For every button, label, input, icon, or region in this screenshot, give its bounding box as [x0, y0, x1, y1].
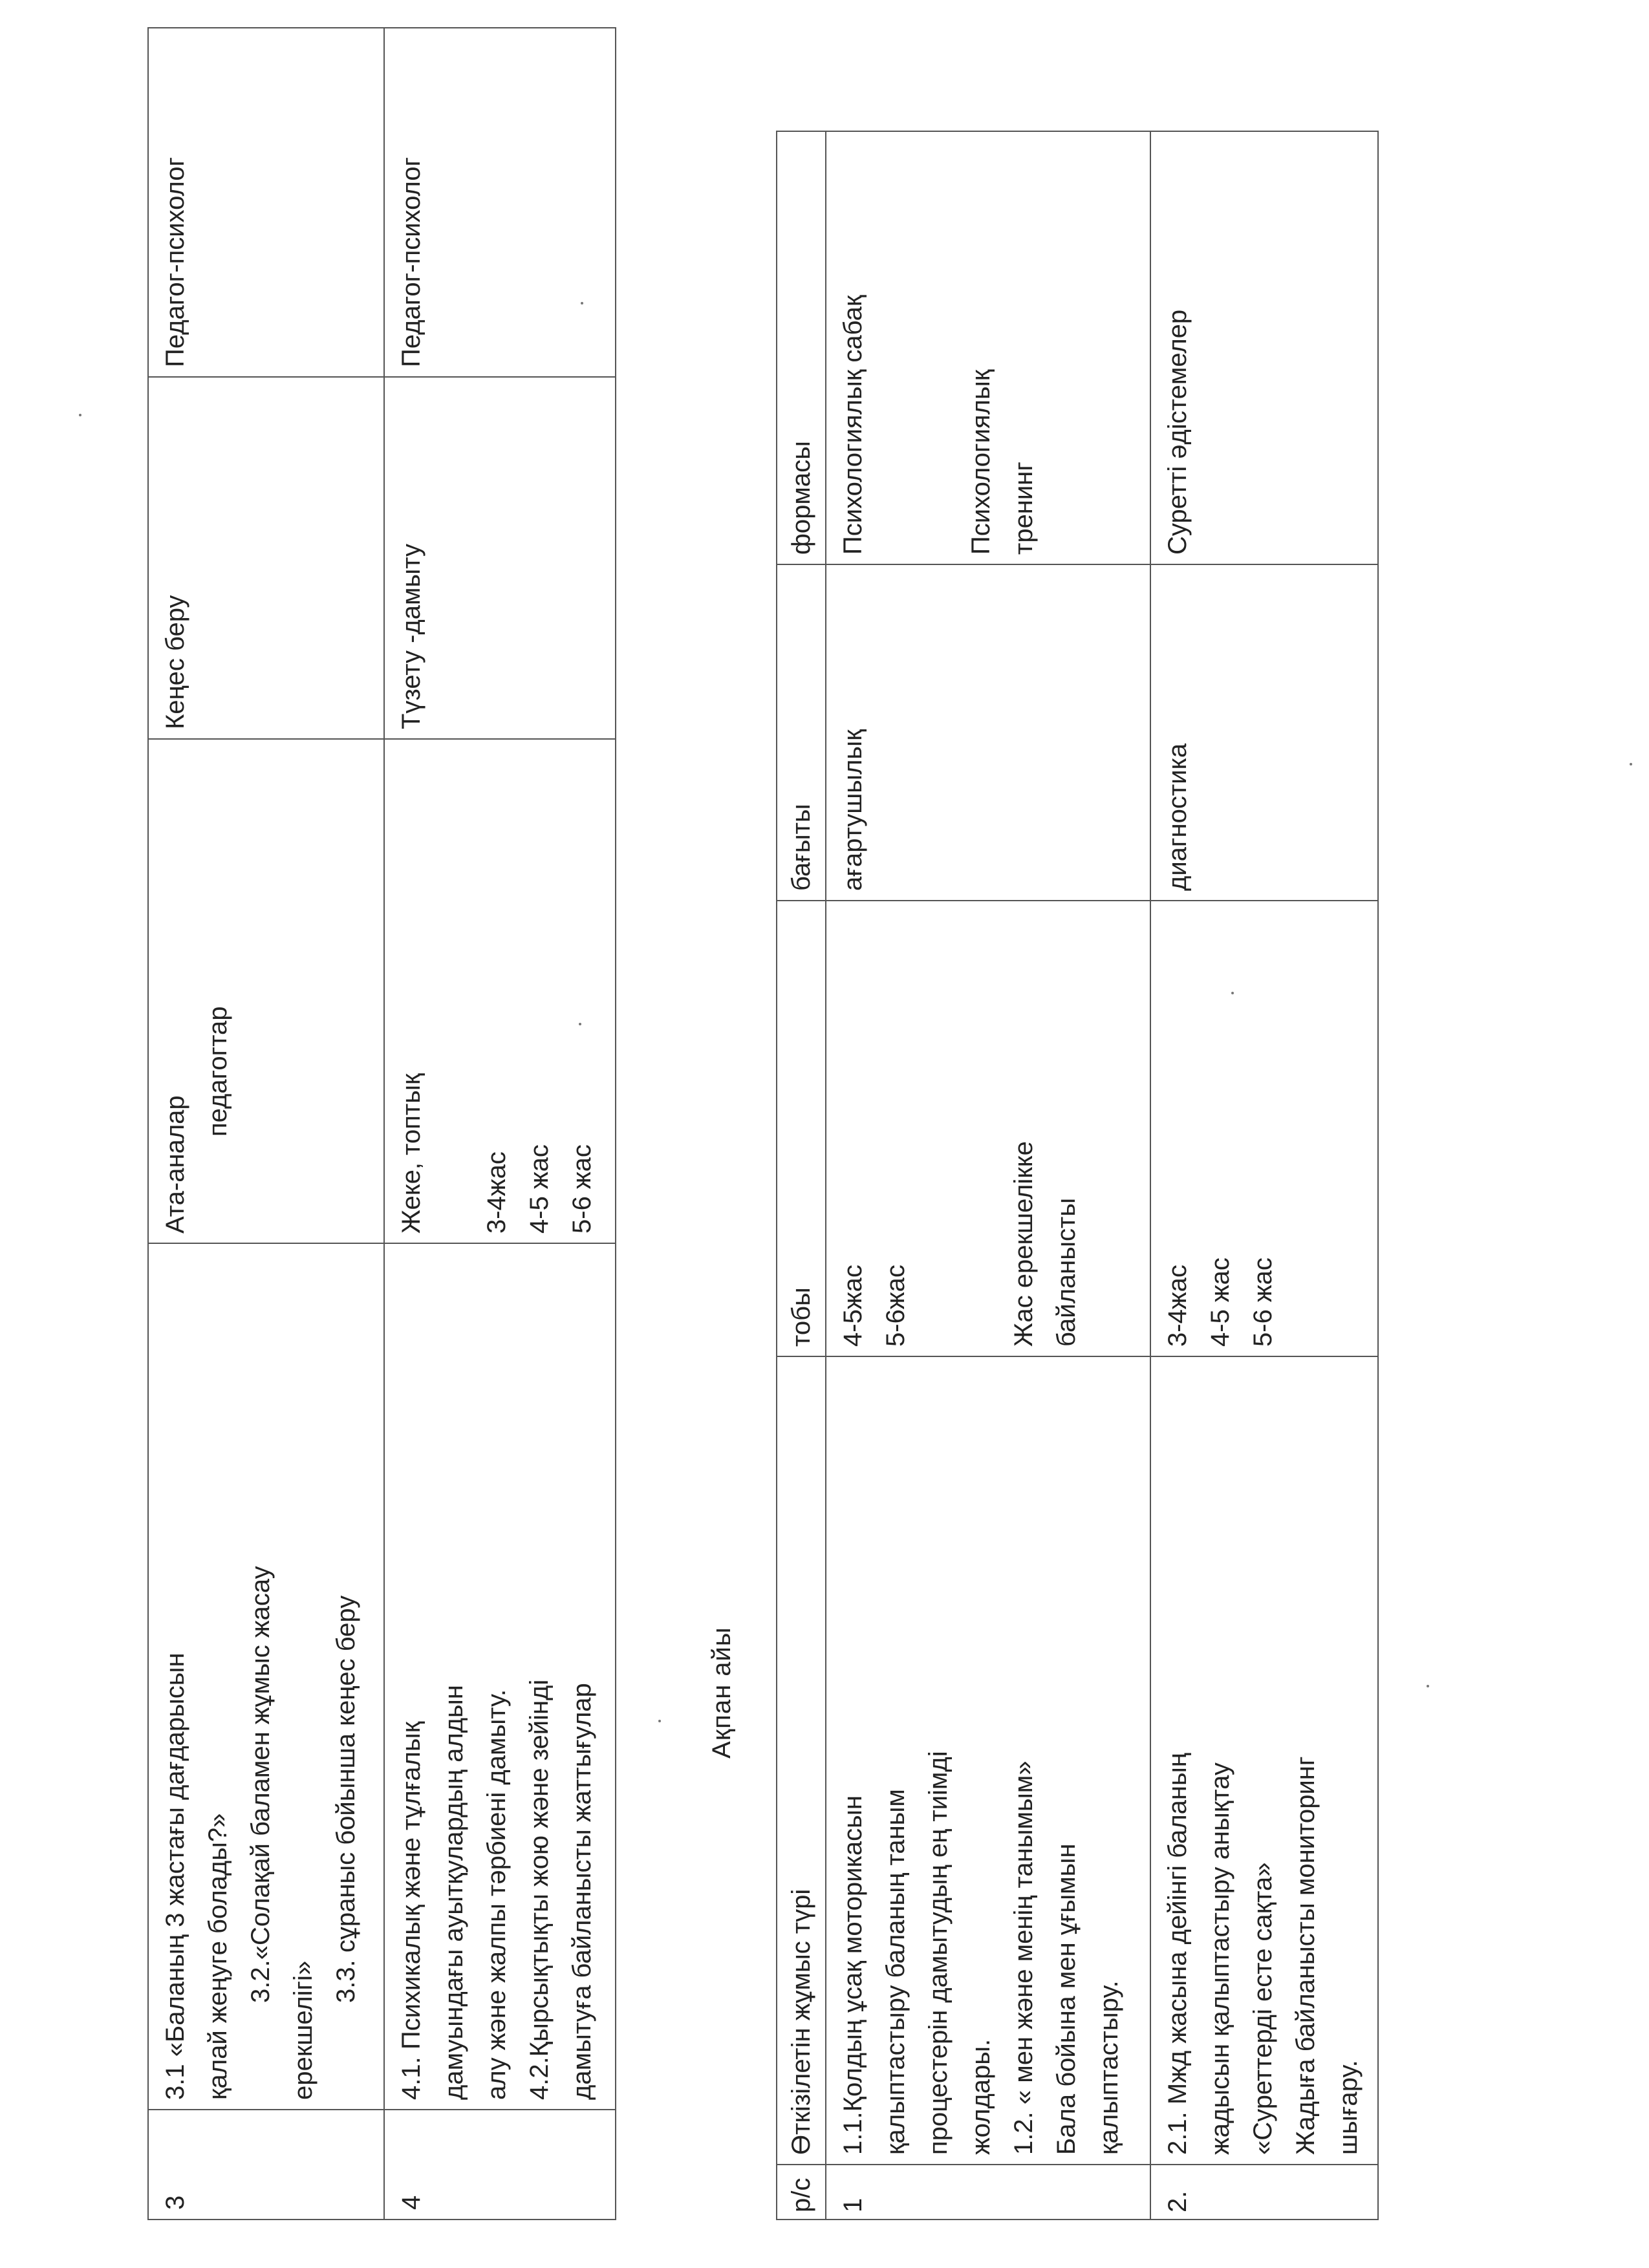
work-cell [1150, 1356, 1378, 2165]
group-cell [1150, 901, 1378, 1356]
group-line: Жеке, топтық [397, 1073, 426, 1234]
direction-cell [148, 377, 384, 739]
work-line: «Суреттерді есте сақта» [1249, 1862, 1277, 2155]
group-line: педагогтар [204, 1006, 232, 1137]
row-number: 3 [161, 2195, 189, 2210]
header-work: Өткізілетін жұмыс түрі [777, 1356, 826, 2165]
direction-cell [826, 564, 1150, 901]
group-line: Жас ерекшелікке [1009, 1141, 1038, 1347]
scan-speck [579, 1023, 581, 1025]
work-line: 3.1 «Баланың 3 жастағы дағдарысын [161, 1653, 189, 2100]
responsible-cell [384, 28, 616, 377]
group-line: 4-5 жас [525, 1144, 554, 1234]
form-line: Психологиялық [967, 369, 995, 555]
group-line: 5-6 жас [568, 1144, 596, 1234]
work-line: процестерін дамытудың ең тиімді [924, 1751, 953, 2155]
work-cell [826, 1356, 1150, 2165]
group-cell [826, 901, 1150, 1356]
work-line: 1.2. « мен және менің танымым» [1009, 1760, 1038, 2155]
work-line: дамытуға байланысты жаттығулар [568, 1683, 596, 2100]
form-line: Психологиялық сабақ [839, 295, 867, 555]
scan-speck [658, 1720, 661, 1722]
work-line: алу және жалпы тәрбиені дамыту. [482, 1689, 511, 2100]
work-line: 4.1. Психикалық және тұлғалық [397, 1721, 426, 2100]
header-direction: бағыты [777, 564, 826, 901]
direction-text: диагностика [1163, 743, 1192, 891]
work-cell [384, 1243, 616, 2110]
group-cell [384, 739, 616, 1243]
work-line: ерекшелігі» [289, 1960, 318, 2100]
header-group: тобы [777, 901, 826, 1356]
row-number-cell [384, 2110, 616, 2220]
direction-text: Түзету -дамыту [397, 543, 426, 729]
bottom-table-wrapper [776, 131, 1379, 2220]
group-line: 4-5 жас [1206, 1257, 1234, 1347]
form-cell [1150, 131, 1378, 564]
scan-speck [1231, 992, 1234, 994]
scan-speck [1630, 763, 1632, 765]
work-line: қалай жеңуге болады?» [204, 1813, 232, 2100]
table-row [826, 131, 1150, 2220]
group-line: 4-5жас [839, 1265, 867, 1347]
group-line: 5-6жас [881, 1265, 910, 1347]
direction-cell [384, 377, 616, 739]
header-row [777, 131, 826, 2220]
top-table [147, 27, 616, 2220]
top-table-wrapper [147, 27, 616, 2220]
row-number-cell [1150, 2165, 1378, 2220]
row-number: 1 [839, 2198, 867, 2212]
responsible-text: Педагог-психолог [397, 156, 426, 367]
work-line: 4.2.Қырсықтықты жою және зейінді [525, 1679, 554, 2100]
work-line: Жадыға байланысты мониторинг [1291, 1756, 1320, 2155]
form-line: Суретті әдістемелер [1163, 309, 1192, 555]
table-row [384, 28, 616, 2220]
header-number: р/с [777, 2165, 826, 2220]
group-cell [148, 739, 384, 1243]
responsible-cell [148, 28, 384, 377]
row-number: 4 [397, 2195, 426, 2210]
direction-text: Кеңес беру [161, 595, 189, 729]
header-form: формасы [777, 131, 826, 564]
table-row [1150, 131, 1378, 2220]
group-line: 3-4жас [1163, 1265, 1192, 1347]
work-line: шығару. [1334, 2060, 1363, 2155]
work-line: қалыптастыру баланың таным [881, 1789, 910, 2155]
form-cell [826, 131, 1150, 564]
scan-speck [1427, 1685, 1429, 1687]
work-line: 2.1. Мжд жасына дейінгі баланың [1163, 1753, 1192, 2155]
bottom-table [776, 131, 1379, 2220]
scan-speck [79, 414, 81, 416]
row-number-cell [148, 2110, 384, 2220]
group-line: 3-4жас [482, 1151, 511, 1234]
work-line: 1.1.Қолдың ұсақ моторикасын [839, 1795, 867, 2155]
form-line: тренинг [1009, 462, 1038, 555]
work-line: жолдары. [967, 2038, 995, 2155]
scan-speck [581, 302, 583, 305]
row-number: 2. [1163, 2190, 1192, 2212]
work-line: жадысын қалыптастыру анықтау [1206, 1762, 1234, 2155]
work-line: қалыптастыру. [1095, 1980, 1123, 2155]
work-line: 3.3. сұраныс бойынша кеңес беру [332, 1595, 360, 2003]
group-line: 5-6 жас [1249, 1257, 1277, 1347]
direction-text: ағартушылық [839, 729, 867, 891]
work-line: дамуындағы ауытқулардың алдын [440, 1685, 468, 2100]
work-cell [148, 1243, 384, 2110]
work-line: 3.2.«Солақай баламен жұмыс жасау [246, 1566, 275, 2003]
row-number-cell [826, 2165, 1150, 2220]
responsible-text: Педагог-психолог [161, 156, 189, 367]
section-title: Ақпан айы [707, 1627, 736, 1759]
group-line: Ата-аналар [161, 1095, 189, 1234]
direction-cell [1150, 564, 1378, 901]
work-line: Бала бойына мен ұғымын [1052, 1843, 1081, 2155]
group-line: байланысты [1052, 1197, 1081, 1347]
table-row [148, 28, 384, 2220]
